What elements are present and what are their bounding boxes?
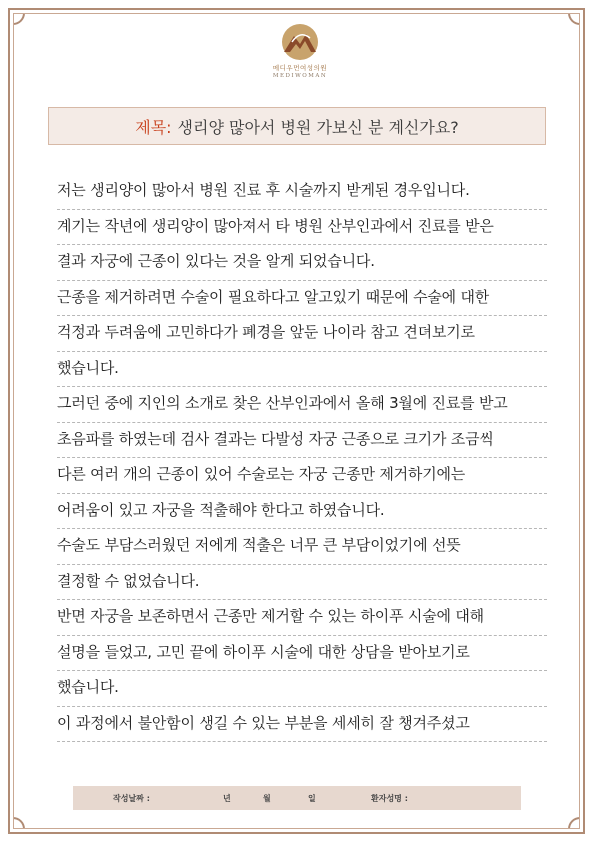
- body-line: 결정할 수 없었습니다.: [57, 565, 547, 601]
- day-label: 일: [308, 793, 316, 803]
- body-line: 이 과정에서 불안함이 생길 수 있는 부분을 세세히 잘 챙겨주셨고: [57, 707, 547, 743]
- logo-korean-name: 메디우먼여성의원: [272, 64, 328, 72]
- body-line: 했습니다.: [57, 671, 547, 707]
- title-bar: [48, 107, 546, 145]
- logo-english-name: MEDIWOMAN: [272, 73, 328, 79]
- date-label: 작성날짜 :: [113, 793, 150, 803]
- letter-body: [57, 174, 547, 742]
- body-line: 계기는 작년에 생리양이 많아져서 타 병원 산부인과에서 진료를 받은: [57, 210, 547, 246]
- body-line: 그러던 중에 지인의 소개로 찾은 산부인과에서 올해 3월에 진료를 받고: [57, 387, 547, 423]
- month-label: 월: [263, 793, 271, 803]
- body-line: 어려움이 있고 자궁을 적출해야 한다고 하였습니다.: [57, 494, 547, 530]
- body-line: 결과 자궁에 근종이 있다는 것을 알게 되었습니다.: [57, 245, 547, 281]
- body-line: 걱정과 두려움에 고민하다가 폐경을 앞둔 나이라 참고 견뎌보기로: [57, 316, 547, 352]
- page-title: 생리양 많아서 병원 가보신 분 계신가요?: [177, 117, 459, 137]
- patient-name-label: 환자성명 :: [371, 793, 408, 803]
- body-line: 반면 자궁을 보존하면서 근종만 제거할 수 있는 하이푸 시술에 대해: [57, 600, 547, 636]
- body-line: 저는 생리양이 많아서 병원 진료 후 시술까지 받게된 경우입니다.: [57, 174, 547, 210]
- body-line: 다른 여러 개의 근종이 있어 수술로는 자궁 근종만 제거하기에는: [57, 458, 547, 494]
- body-line: 초음파를 하였는데 검사 결과는 다발성 자궁 근종으로 크기가 조금씩: [57, 423, 547, 459]
- clinic-logo: [260, 22, 340, 90]
- logo-mountain-icon: [280, 22, 320, 62]
- body-line: 설명을 들었고, 고민 끝에 하이푸 시술에 대한 상담을 받아보기로: [57, 636, 547, 672]
- body-line: 했습니다.: [57, 352, 547, 388]
- title-prefix: 제목:: [135, 117, 172, 137]
- year-label: 년: [223, 793, 231, 803]
- footer-bar: [73, 786, 521, 810]
- body-line: 근종을 제거하려면 수술이 필요하다고 알고있기 때문에 수술에 대한: [57, 281, 547, 317]
- body-line: 수술도 부담스러웠던 저에게 적출은 너무 큰 부담이었기에 선뜻: [57, 529, 547, 565]
